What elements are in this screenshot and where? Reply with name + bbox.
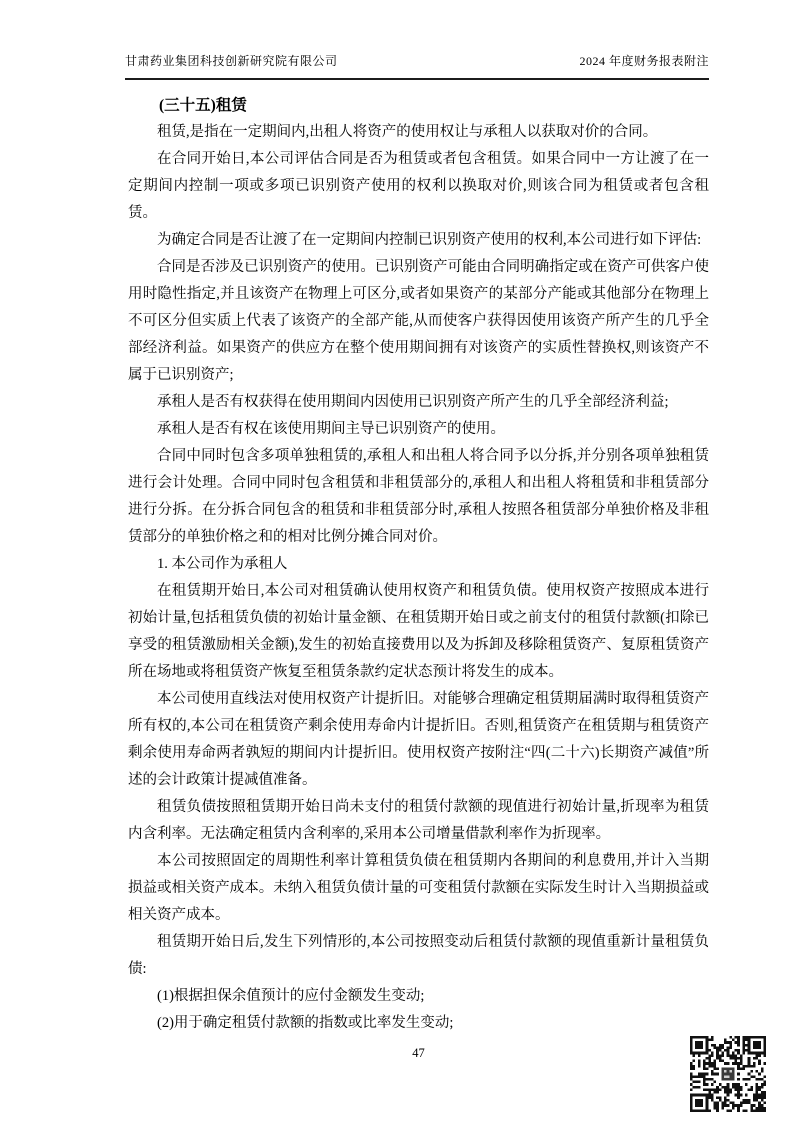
page-header [125, 54, 709, 80]
paragraph: 合同中同时包含多项单独租赁的,承租人和出租人将合同予以分拆,并分别各项单独租赁进行会计处理。合同中同时包含租赁和非租赁部分的,承租人和出租人将租赁和非租赁部分进行分拆。在分拆合同包含的租赁和非租赁部分时,承租人按照各租赁部分单独价格及非租赁部分的单独价格之和的相对比例分摊合同对价。 [128, 448, 709, 545]
paragraph: 为确定合同是否让渡了在一定期间内控制已识别资产使用的权利,本公司进行如下评估: [157, 232, 702, 248]
section-heading: (三十五)租赁 [159, 97, 247, 114]
qr-code-icon [690, 1036, 766, 1112]
paragraph: 本公司按照固定的周期性利率计算租赁负债在租赁期内各期间的利息费用,并计入当期损益或相关资产成本。未纳入租赁负债计量的可变租赁付款额在实际发生时计入当期损益或相关资产成本。 [128, 853, 709, 923]
paragraph: 在合同开始日,本公司评估合同是否为租赁或者包含租赁。如果合同中一方让渡了在一定期间内控制一项或多项已识别资产使用的权利以换取对价,则该合同为租赁或者包含租赁。 [128, 151, 709, 221]
paragraph: 在租赁期开始日,本公司对租赁确认使用权资产和租赁负债。使用权资产按照成本进行初始计量,包括租赁负债的初始计量金额、在租赁期开始日或之前支付的租赁付款额(扣除已享受的租赁激励相关金额),发生的初始直接费用以及为拆卸及移除租赁资产、复原租赁资产所在场地或将租赁资产恢复至租赁条款约定状态预计将发生的成本。 [128, 583, 709, 680]
document-body [128, 92, 709, 1037]
company-name: 甘肃药业集团科技创新研究院有限公司 [125, 54, 338, 68]
paragraph-list [128, 119, 709, 1037]
paragraph: 承租人是否有权获得在使用期间内因使用已识别资产所产生的几乎全部经济利益; [157, 394, 669, 410]
paragraph: 合同是否涉及已识别资产的使用。已识别资产可能由合同明确指定或在资产可供客户使用时隐性指定,并且该资产在物理上可区分,或者如果资产的某部分产能或其他部分在物理上不可区分但实质上代表了该资产的全部产能,从而使客户获得因使用该资产所产生的几乎全部经济利益。如果资产的供应方在整个使用期间拥有对该资产的实质性替换权,则该资产不属于已识别资产; [128, 259, 709, 383]
page-number: 47 [412, 1046, 425, 1060]
report-notes-title: 2024 年度财务报表附注 [579, 54, 709, 68]
paragraph: (1)根据担保余值预计的应付金额发生变动; [157, 988, 425, 1004]
paragraph: (2)用于确定租赁付款额的指数或比率发生变动; [157, 1015, 454, 1031]
paragraph: 租赁,是指在一定期间内,出租人将资产的使用权让与承租人以获取对价的合同。 [157, 124, 658, 140]
paragraph: 承租人是否有权在该使用期间主导已识别资产的使用。 [157, 421, 505, 437]
paragraph: 租赁期开始日后,发生下列情形的,本公司按照变动后租赁付款额的现值重新计量租赁负债: [128, 934, 709, 977]
paragraph: 租赁负债按照租赁期开始日尚未支付的租赁付款额的现值进行初始计量,折现率为租赁内含利率。无法确定租赁内含利率的,采用本公司增量借款利率作为折现率。 [128, 799, 709, 842]
paragraph: 1. 本公司作为承租人 [157, 556, 288, 572]
paragraph: 本公司使用直线法对使用权资产计提折旧。对能够合理确定租赁期届满时取得租赁资产所有权的,本公司在租赁资产剩余使用寿命内计提折旧。否则,租赁资产在租赁期与租赁资产剩余使用寿命两者孰短的期间内计提折旧。使用权资产按附注“四(二十六)长期资产减值”所述的会计政策计提减值准备。 [128, 691, 709, 788]
